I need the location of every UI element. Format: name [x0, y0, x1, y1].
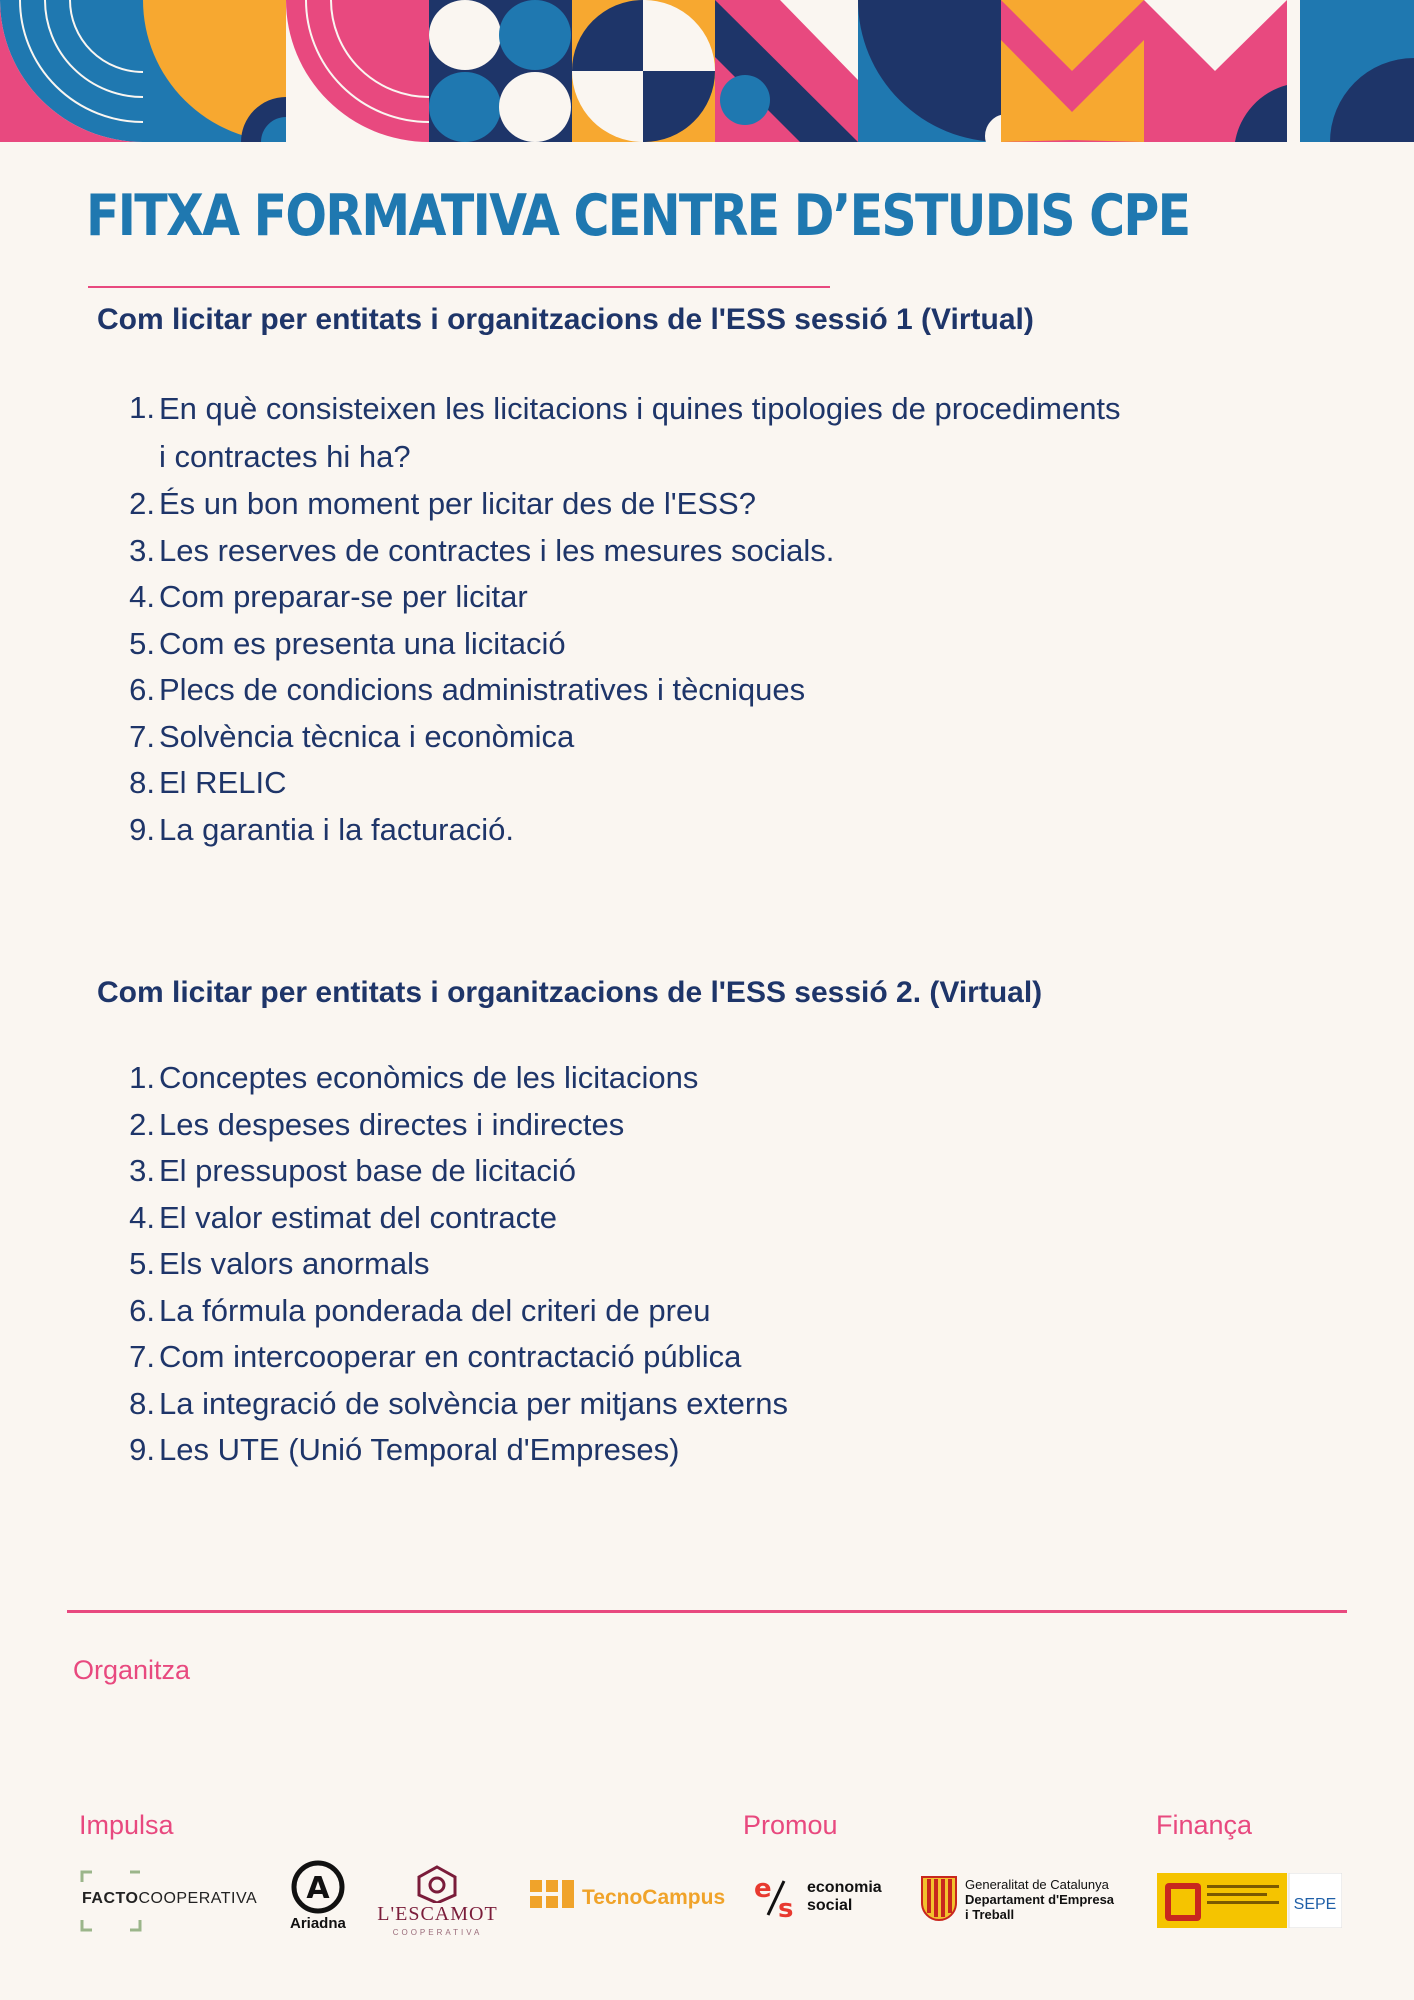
- item-text-line: En què consisteixen les licitacions i quines tipologies de procediments: [159, 391, 1121, 426]
- item-text: La fórmula ponderada del criteri de preu: [159, 1292, 711, 1328]
- list-item: [110, 1241, 1295, 1288]
- list-item: [110, 1195, 1295, 1242]
- promou-label: Promou: [743, 1810, 838, 1840]
- item-text: Els valors anormals: [159, 1246, 430, 1281]
- ariadna-logo-text: Ariadna: [290, 1915, 346, 1932]
- item-text: Conceptes econòmics de les licitacions: [159, 1060, 699, 1095]
- list-item: [110, 1288, 1295, 1335]
- item-text: Les despeses directes i indirectes: [159, 1106, 625, 1142]
- list-item: [110, 760, 1295, 807]
- item-text: La garantia i la facturació.: [159, 811, 514, 847]
- impulsa-label: Impulsa: [79, 1810, 174, 1840]
- session-1-topic-list: [110, 385, 1295, 853]
- tecnocampus-logo: [530, 1878, 730, 1918]
- item-text: Les UTE (Unió Temporal d'Empreses): [159, 1432, 680, 1467]
- item-number: 6.: [129, 1292, 155, 1328]
- item-number: 3.: [129, 532, 155, 568]
- list-item: [110, 481, 1295, 528]
- list-item: [110, 807, 1295, 854]
- list-item: [110, 385, 1295, 481]
- economia-social-logo-text: [807, 1879, 882, 1915]
- list-item: [110, 1427, 1295, 1474]
- item-text: El RELIC: [159, 765, 287, 800]
- footer-divider: [67, 1610, 1347, 1613]
- session-2-heading: Com licitar per entitats i organitzacions de l'ESS sessió 2. (Virtual): [97, 976, 1043, 1009]
- item-number: 2.: [129, 1106, 155, 1142]
- item-text: El pressupost base de licitació: [159, 1153, 577, 1188]
- organitza-label: Organitza: [73, 1655, 191, 1685]
- facto-bold: FACTO: [82, 1890, 139, 1907]
- item-text-line: i contractes hi ha?: [159, 439, 411, 474]
- list-item: [110, 1055, 1295, 1102]
- generalitat-logo: [920, 1873, 1135, 1923]
- gen-line1: Generalitat de Catalunya: [965, 1877, 1109, 1892]
- item-number: 2.: [129, 486, 155, 521]
- item-number: 8.: [129, 765, 155, 800]
- item-number: 9.: [129, 811, 155, 847]
- list-item: [110, 1102, 1295, 1149]
- svg-text:A: A: [306, 1871, 330, 1906]
- item-text: Com intercooperar en contractació pública: [159, 1339, 742, 1374]
- session-2-topic-list: [110, 1055, 1295, 1474]
- list-item: [110, 714, 1295, 761]
- sepe-text: SEPE: [1293, 1896, 1337, 1913]
- decorative-banner: [0, 0, 1414, 142]
- gen-line3: i Treball: [965, 1907, 1015, 1922]
- item-text: [155, 385, 1295, 481]
- list-item: [110, 621, 1295, 668]
- item-text: Com preparar-se per licitar: [159, 579, 528, 614]
- page-title: FITXA FORMATIVA CENTRE D’ESTUDIS CPE: [86, 183, 1190, 249]
- item-number: 4.: [129, 579, 155, 614]
- list-item: [110, 1334, 1295, 1381]
- item-text: Plecs de condicions administratives i tècniques: [159, 672, 806, 707]
- economia-social-logo: [752, 1873, 902, 1923]
- item-number: 4.: [129, 1199, 155, 1235]
- ariadna-logo: [288, 1860, 348, 1940]
- ministerio-sepe-logo: [1157, 1873, 1342, 1928]
- item-number: 9.: [129, 1432, 155, 1467]
- list-item: [110, 1381, 1295, 1428]
- svg-text:s: s: [778, 1894, 794, 1923]
- list-item: [110, 667, 1295, 714]
- facto-cooperativa-logo: [80, 1870, 260, 1932]
- escamot-logo-text: L'ESCAMOT: [377, 1903, 498, 1925]
- financa-label: Finança: [1156, 1810, 1253, 1840]
- item-number: 8.: [129, 1385, 155, 1421]
- item-text: El valor estimat del contracte: [159, 1199, 558, 1235]
- item-number: 5.: [129, 1246, 155, 1281]
- facto-logo-text: [82, 1890, 257, 1908]
- item-number: 6.: [129, 672, 155, 707]
- svg-text:e: e: [754, 1874, 772, 1904]
- item-text: És un bon moment per licitar des de l'ESS?: [159, 486, 756, 521]
- tecnocampus-logo-text: TecnoCampus: [582, 1886, 726, 1909]
- item-text: Les reserves de contractes i les mesures socials.: [159, 532, 835, 568]
- item-text: Com es presenta una licitació: [159, 625, 566, 661]
- item-text: Solvència tècnica i econòmica: [159, 718, 575, 754]
- item-number: 3.: [129, 1153, 155, 1188]
- item-text: La integració de solvència per mitjans externs: [159, 1385, 788, 1421]
- session-1-heading: Com licitar per entitats i organitzacions de l'ESS sessió 1 (Virtual): [97, 303, 1034, 336]
- item-number: 5.: [129, 625, 155, 661]
- item-number: 1.: [129, 1060, 155, 1095]
- generalitat-logo-text: [965, 1877, 1114, 1922]
- item-number: 1.: [129, 390, 155, 425]
- es-line2: social: [807, 1897, 853, 1914]
- escamot-logo-subtext: COOPERATIVA: [392, 1928, 483, 1937]
- facto-rest: COOPERATIVA: [138, 1890, 258, 1907]
- list-item: [110, 574, 1295, 621]
- item-number: 7.: [129, 718, 155, 754]
- list-item: [110, 528, 1295, 575]
- escamot-logo: [375, 1865, 500, 1940]
- es-line1: economia: [807, 1879, 882, 1896]
- title-divider: [88, 286, 830, 288]
- gen-line2: Departament d'Empresa: [965, 1892, 1115, 1907]
- item-number: 7.: [129, 1339, 155, 1374]
- list-item: [110, 1148, 1295, 1195]
